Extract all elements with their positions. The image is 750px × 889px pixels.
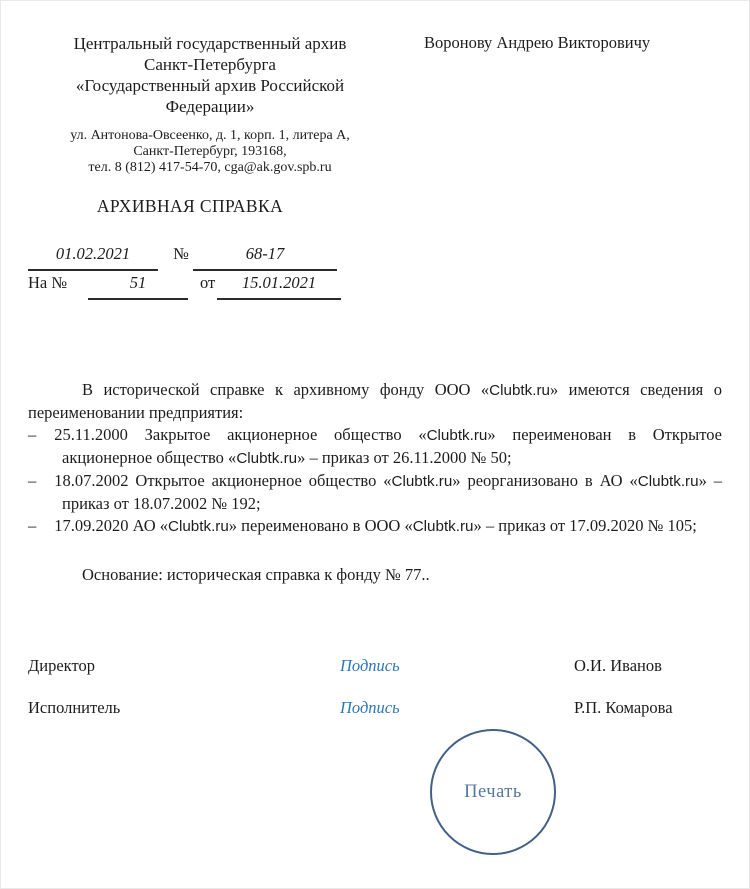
number-sign-label: № (173, 244, 189, 263)
signature-block (28, 656, 722, 740)
renaming-list-item (28, 424, 722, 470)
basis-line: Основание: историческая справка к фонду № 77.. (82, 565, 430, 584)
seal-label: Печать (464, 781, 522, 802)
signature-row-director (28, 656, 722, 678)
organization-name-line: Центральный государственный архив (73, 34, 347, 53)
organization-name-line: «Государственный архив Российской (75, 76, 345, 95)
organization-name-line: Санкт-Петербурга (144, 55, 276, 74)
reply-to-label: На № (28, 273, 68, 292)
list-bullet: – (28, 425, 37, 444)
body-intro-paragraph: В исторической справке к архивному фонду ООО «Clubtk.ru» имеются сведения о переименовании предприятия: (28, 380, 722, 422)
renaming-history-list (28, 424, 722, 538)
certificate-body (28, 379, 722, 586)
seal-stamp-circle (430, 729, 556, 855)
organization-name-line: Федерации» (165, 97, 255, 116)
list-bullet: – (28, 471, 37, 490)
renaming-list-item (28, 470, 722, 515)
document-date-field: 01.02.2021 (28, 244, 158, 271)
reply-to-number-field: 51 (88, 273, 188, 300)
address-city-line: Санкт-Петербург, 193168, (133, 144, 287, 159)
signature-placeholder: Подпись (340, 656, 400, 675)
list-bullet: – (28, 516, 37, 535)
signer-name: О.И. Иванов (574, 656, 662, 675)
reply-to-date-field: 15.01.2021 (217, 273, 341, 300)
signer-role-label: Директор (28, 656, 95, 675)
organization-address (30, 128, 390, 176)
list-item-text: 17.09.2020 АО «Clubtk.ru» переименовано в ООО «Clubtk.ru» – приказ от 17.09.2020 № 105; (54, 516, 697, 535)
signature-row-executor (28, 698, 722, 720)
list-item-text: 18.07.2002 Открытое акционерное общество «Clubtk.ru» реорганизовано в АО «Clubtk.ru» – приказ от 18.07.2002 № 192; (54, 471, 722, 513)
address-street-line: ул. Антонова-Овсеенко, д. 1, корп. 1, литера А, (70, 128, 350, 143)
recipient-name: Воронову Андрею Викторовичу (424, 33, 651, 52)
organization-name (30, 33, 390, 117)
signature-placeholder: Подпись (340, 698, 400, 717)
reference-number-block (28, 244, 388, 306)
signer-name: Р.П. Комарова (574, 698, 673, 717)
issuing-organization-block (30, 33, 390, 176)
signer-role-label: Исполнитель (28, 698, 121, 717)
address-contact-line: тел. 8 (812) 417-54-70, cga@ak.gov.spb.ru (88, 160, 332, 175)
document-title: АРХИВНАЯ СПРАВКА (96, 196, 284, 216)
renaming-list-item (28, 515, 722, 538)
from-label: от (200, 273, 216, 292)
document-number-field: 68-17 (193, 244, 337, 271)
list-item-text: 25.11.2000 Закрытое акционерное общество «Clubtk.ru» переименован в Открытое акционерное общество «Clubtk.ru» – приказ от 26.11.2000 № 50; (54, 425, 722, 467)
